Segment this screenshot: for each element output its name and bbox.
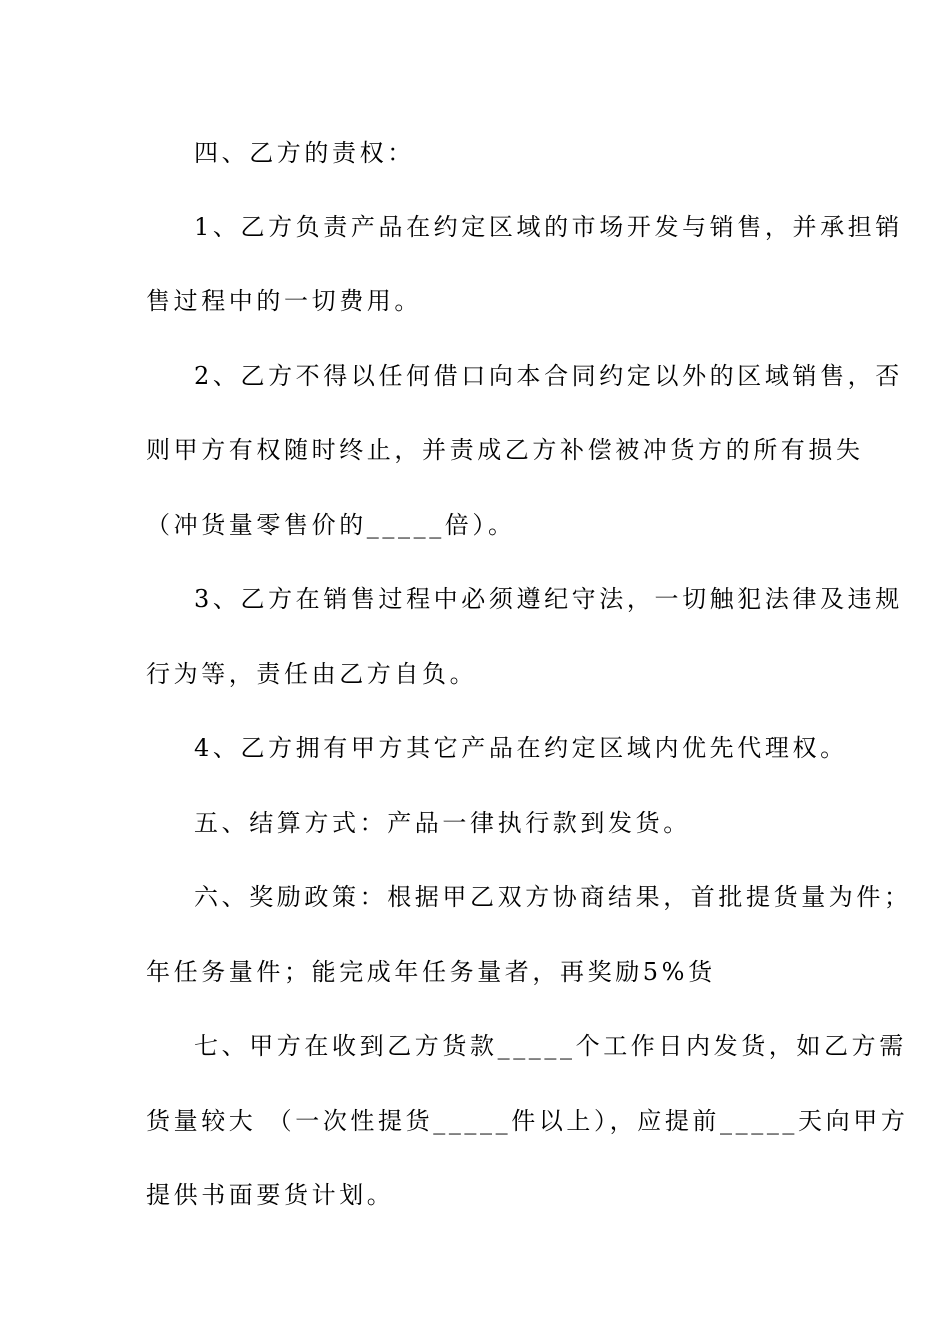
paragraph-line: 则甲方有权随时终止，并责成乙方补偿被冲货方的所有损失 (146, 436, 864, 464)
paragraph-line: 提供书面要货计划。 (146, 1181, 395, 1209)
paragraph-line: 2、乙方不得以任何借口向本合同约定以外的区域销售，否 (194, 362, 903, 390)
paragraph-line: 售过程中的一切费用。 (146, 287, 422, 315)
paragraph-line: 1、乙方负责产品在约定区域的市场开发与销售，并承担销 (194, 213, 903, 241)
paragraph-line: 行为等，责任由乙方自负。 (146, 660, 478, 688)
paragraph-line: （冲货量零售价的_____倍）。 (146, 511, 516, 539)
paragraph-line: 3、乙方在销售过程中必须遵纪守法，一切触犯法律及违规 (194, 585, 903, 613)
paragraph-line: 4、乙方拥有甲方其它产品在约定区域内优先代理权。 (194, 734, 848, 762)
section-heading-delivery: 七、甲方在收到乙方货款_____个工作日内发货，如乙方需 (194, 1032, 907, 1060)
section-heading-party-b-duties: 四、乙方的责权： (194, 139, 415, 167)
section-heading-incentive: 六、奖励政策：根据甲乙双方协商结果，首批提货量为件； (194, 883, 912, 911)
section-heading-settlement: 五、结算方式：产品一律执行款到发货。 (194, 809, 691, 837)
paragraph-line: 货量较大 （一次性提货_____件以上），应提前_____天向甲方 (146, 1107, 909, 1135)
paragraph-line: 年任务量件；能完成年任务量者，再奖励5%货 (146, 958, 716, 986)
